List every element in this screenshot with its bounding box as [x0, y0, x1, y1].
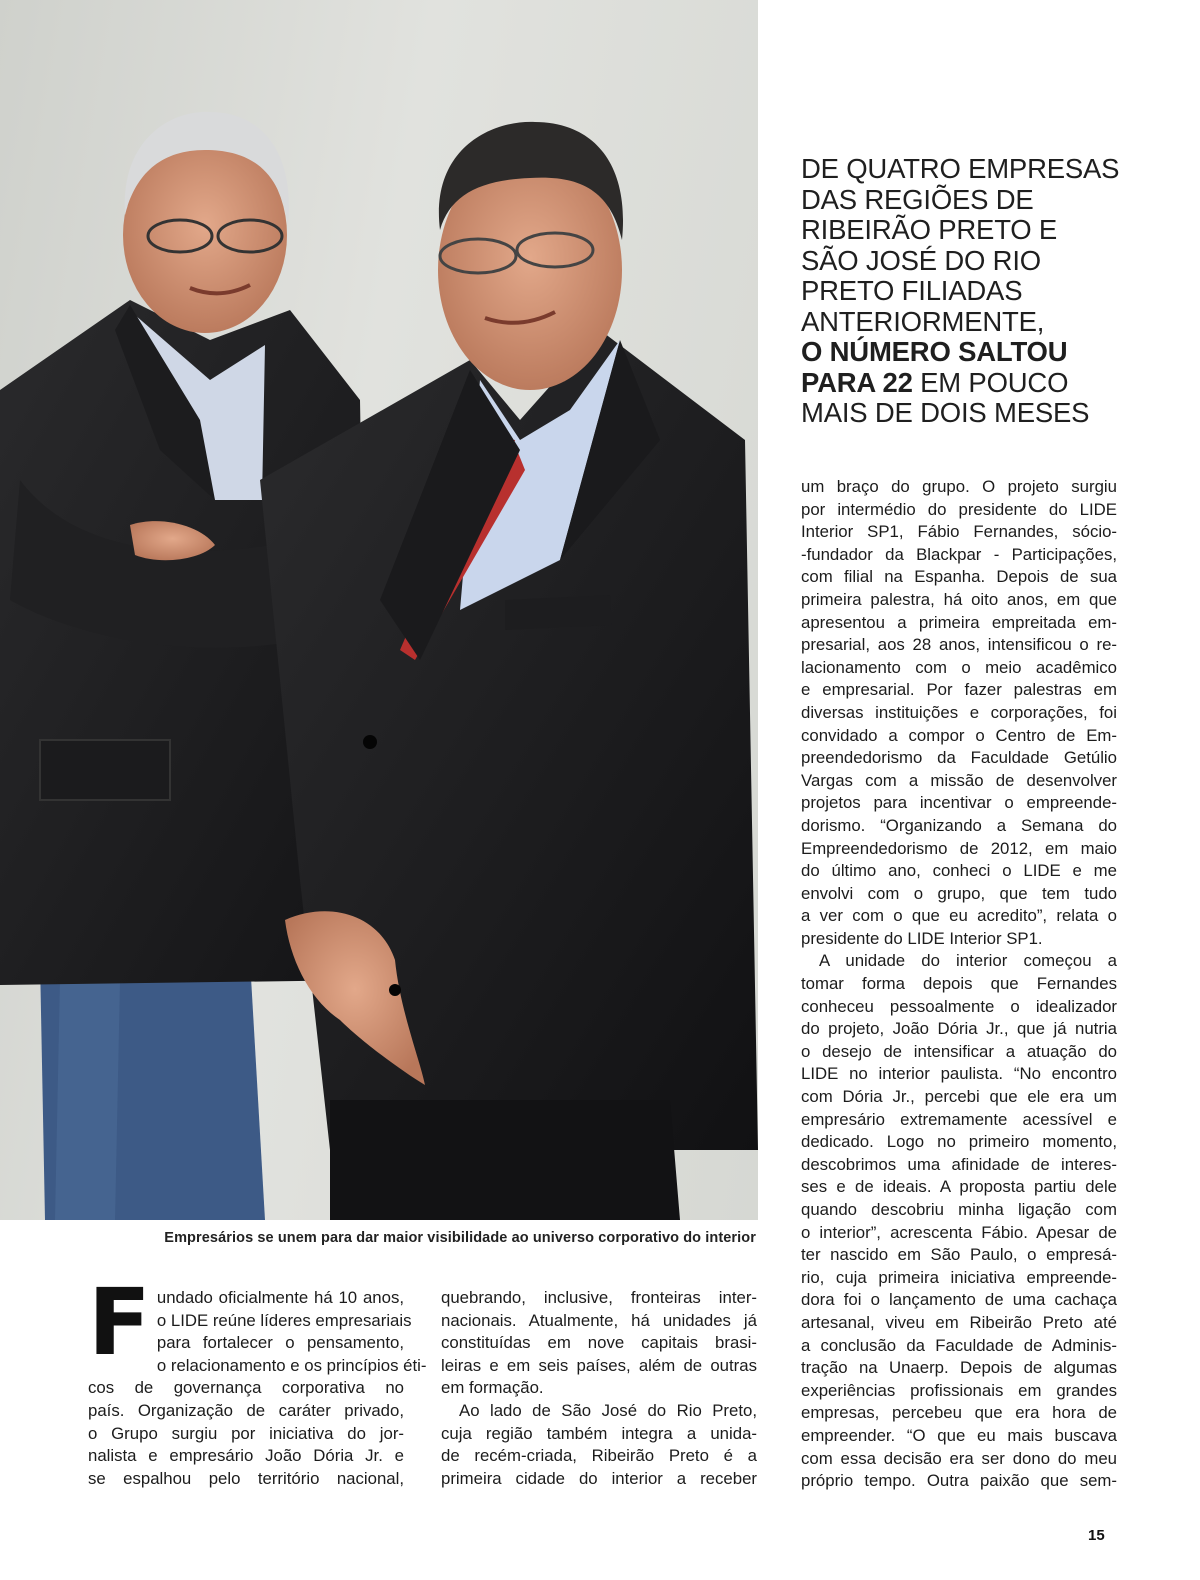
text-line: empresário extremamente acessível e [801, 1109, 1117, 1129]
text-line: convidado a compor o Centro de Em- [801, 725, 1117, 745]
text-line: em formação. [441, 1378, 544, 1398]
text-line: a conclusão da Faculdade de Adminis- [801, 1335, 1117, 1355]
text-line: tomar forma depois que Fernandes [801, 974, 1117, 994]
text-line: de recém-criada, Ribeirão Preto é a [441, 1446, 757, 1466]
text-line: presidente do LIDE Interior SP1. [801, 928, 1043, 948]
drop-cap: F [88, 1269, 151, 1376]
text-line: tração na Unaerp. Depois de algumas [801, 1358, 1117, 1378]
article-column-2 [441, 1287, 757, 1490]
text-line: para fortalecer o pensamento, [156, 1333, 404, 1353]
text-line: o interior”, acrescenta Fábio. Apesar de [801, 1222, 1117, 1242]
text-line: Vargas com a missão de desenvolver [801, 770, 1117, 790]
text-line: undado oficialmente há 10 anos, [156, 1288, 404, 1307]
text-line: lacionamento com o meio acadêmico [801, 657, 1117, 677]
text-line: ses e de ideais. A proposta partiu dele [801, 1177, 1117, 1197]
text-line: LIDE no interior paulista. “No encontro [801, 1064, 1117, 1084]
pull-quote-bold: O NÚMERO SALTOU [801, 336, 1068, 367]
text-line: quando descobriu minha ligação com [801, 1200, 1117, 1219]
text-line: um braço do grupo. O projeto surgiu [801, 477, 1117, 496]
photo-illustration-icon [0, 0, 758, 1220]
text-line: por intermédio do presidente do LIDE [801, 499, 1117, 519]
text-line: Ao lado de São José do Rio Preto, [459, 1400, 757, 1420]
businessmen-photo [0, 0, 758, 1220]
text-line: ter nascido em São Paulo, o empresá- [801, 1245, 1117, 1265]
text-line: se espalhou pelo território nacional, [88, 1468, 404, 1488]
article-column-1 [88, 1269, 427, 1490]
text-line: o LIDE reúne líderes empresariais [156, 1310, 412, 1330]
text-line: apresentou a primeira empreitada em- [801, 612, 1117, 632]
text-line: nacionais. Atualmente, há unidades já [441, 1310, 757, 1330]
text-line: dora foi o lançamento de uma cachaça [801, 1290, 1117, 1310]
text-line: dorismo. “Organizando a Semana do [801, 815, 1117, 835]
text-line: presarial, aos 28 anos, intensificou o re- [801, 635, 1117, 655]
text-line: conheceu pessoalmente o idealizador [801, 996, 1117, 1016]
text-line: quebrando, inclusive, fronteiras inter- [441, 1288, 757, 1307]
text-line: primeira palestra, há oito anos, em que [801, 589, 1117, 609]
pull-quote-line: RIBEIRÃO PRETO E [801, 214, 1058, 245]
photo-caption: Empresários se unem para dar maior visibilidade ao universo corporativo do interior [164, 1230, 756, 1246]
text-line: o Grupo surgiu por iniciativa do jor- [88, 1423, 404, 1443]
pull-quote-line: PRETO FILIADAS [801, 275, 1023, 306]
article-column-3 [801, 476, 1117, 1493]
text-line: envolvi com o grupo, que tem tudo [801, 883, 1117, 903]
text-line: e empresarial. Por fazer palestras em [801, 680, 1117, 700]
text-line: cuja região também integra a unida- [441, 1423, 757, 1443]
text-line: nalista e empresário João Dória Jr. e [88, 1446, 404, 1466]
text-line: -fundador da Blackpar - Participações, [801, 544, 1117, 564]
page-number: 15 [1088, 1527, 1105, 1544]
text-line: o relacionamento e os princípios éti- [156, 1355, 427, 1375]
pull-quote-line: DAS REGIÕES DE [801, 183, 1034, 215]
text-line: experiências profissionais em grandes [801, 1380, 1117, 1400]
text-line: Interior SP1, Fábio Fernandes, sócio- [801, 522, 1117, 542]
text-line: artesanal, viveu em Ribeirão Preto até [801, 1312, 1117, 1332]
text-line: Empreendedorismo de 2012, em maio [801, 838, 1117, 858]
pull-quote-bold: PARA 22 [801, 366, 913, 398]
text-line: diversas instituições e corporações, foi [801, 702, 1117, 722]
pull-quote [801, 154, 1131, 429]
pull-quote-line: SÃO JOSÉ DO RIO [801, 244, 1041, 276]
text-line: com Dória Jr., percebi que ele era um [801, 1087, 1117, 1107]
text-line: empresas, percebeu que era hora de [801, 1403, 1117, 1423]
text-line: dedicado. Logo no primeiro momento, [801, 1132, 1117, 1152]
text-line: próprio tempo. Outra paixão que sem- [801, 1471, 1117, 1491]
pull-quote-line: EM POUCO [912, 366, 1069, 398]
text-line: país. Organização de caráter privado, [88, 1400, 404, 1420]
text-line: constituídas em nove capitais brasi- [441, 1333, 757, 1353]
text-line: a ver com o que eu acredito”, relata o [801, 906, 1117, 926]
text-line: A unidade do interior começou a [819, 951, 1117, 971]
text-line: empreender. “O que eu mais buscava [801, 1425, 1117, 1445]
pull-quote-line: MAIS DE DOIS MESES [801, 397, 1090, 428]
text-line: com filial na Espanha. Depois de sua [801, 567, 1117, 587]
text-line: do projeto, João Dória Jr., que já nutria [801, 1019, 1117, 1039]
text-line: projetos para incentivar o empreende- [801, 793, 1117, 813]
text-line: primeira cidade do interior a receber [441, 1468, 757, 1488]
pull-quote-line: DE QUATRO EMPRESAS [801, 153, 1120, 184]
text-line: descobrimos uma afinidade de interes- [801, 1154, 1117, 1174]
text-line: do último ano, conheci o LIDE e me [801, 861, 1117, 881]
text-line: cos de governança corporativa no [88, 1378, 404, 1398]
text-line: o desejo de intensificar a atuação do [801, 1041, 1117, 1061]
pull-quote-line: ANTERIORMENTE, [801, 305, 1045, 337]
text-line: com essa decisão era ser dono do meu [801, 1448, 1117, 1468]
text-line: rio, cuja primeira iniciativa empreende- [801, 1267, 1117, 1287]
text-line: leiras e em seis países, além de outras [441, 1355, 757, 1375]
text-line: preendedorismo da Faculdade Getúlio [801, 748, 1117, 768]
